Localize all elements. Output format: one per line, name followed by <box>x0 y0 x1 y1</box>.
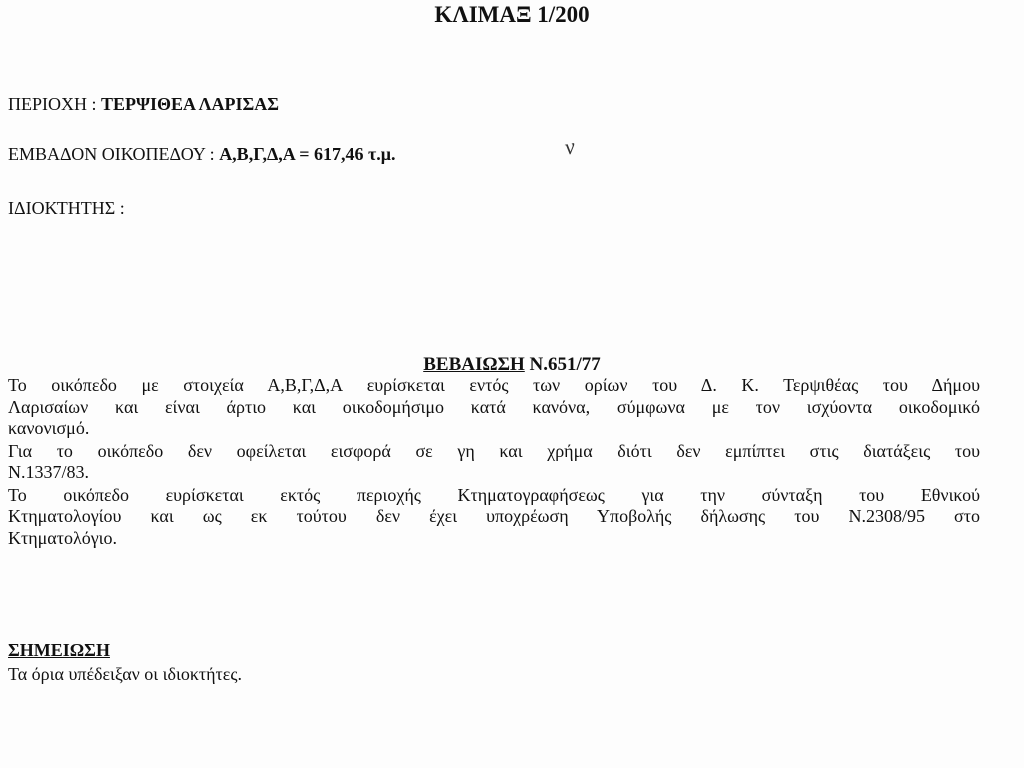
owner-field <box>8 198 125 219</box>
paragraph-line: Ν.1337/83. <box>8 462 89 482</box>
plot-area-label: ΕΜΒΑΔΟΝ ΟΙΚΟΠΕΔΟΥ : <box>8 144 215 164</box>
paragraph-line: Για το οικόπεδο δεν οφείλεται εισφορά σε γη και χρήμα διότι δεν εμπίπτει στις διατάξεις του <box>8 440 980 461</box>
certificate-paragraph <box>8 441 980 484</box>
certificate-law: Ν.651/77 <box>529 354 601 375</box>
paragraph-line: Κτηματολογίου και ως εκ τούτου δεν έχει υποχρέωση Υποβολής δήλωσης του Ν.2308/95 στο <box>8 506 980 526</box>
paragraph-line: κανονισμό. <box>8 418 90 438</box>
certificate-paragraph <box>8 485 980 550</box>
area-label: ΠΕΡΙΟΧΗ : <box>8 94 97 114</box>
plot-area-field <box>8 144 396 165</box>
paragraph-line: Το οικόπεδο με στοιχεία Α,Β,Γ,Δ,Α ευρίσκεται εντός των ορίων του Δ. Κ. Τερψιθέας του Δήμου <box>8 375 980 395</box>
paragraph-line: Κτηματολόγιο. <box>8 527 117 548</box>
certificate-heading <box>0 354 1024 376</box>
area-field <box>8 94 279 115</box>
paragraph-line: Το οικόπεδο ευρίσκεται εκτός περιοχής Κτηματογραφήσεως για την σύνταξη του Εθνικού <box>8 484 980 505</box>
document-title: ΚΛΙΜΑΞ 1/200 <box>434 2 590 27</box>
area-value: ΤΕΡΨΙΘΕΑ ΛΑΡΙΣΑΣ <box>101 94 280 114</box>
certificate-body <box>8 375 980 550</box>
paragraph-line: Λαρισαίων και είναι άρτιο και οικοδομήσιμο κατά κανόνα, σύμφωνα με τον ισχύοντα οικοδομικό <box>8 396 980 417</box>
handwritten-check-mark: v <box>562 133 577 160</box>
certificate-title: ΒΕΒΑΙΩΣΗ <box>423 354 525 375</box>
owner-label: ΙΔΙΟΚΤΗΤΗΣ : <box>8 198 125 218</box>
note-text: Τα όρια υπέδειξαν οι ιδιοκτήτες. <box>8 664 242 684</box>
certificate-paragraph <box>8 375 980 440</box>
plot-area-value: Α,Β,Γ,Δ,Α = 617,46 τ.μ. <box>219 144 396 164</box>
note-heading: ΣΗΜΕΙΩΣΗ <box>8 640 110 660</box>
